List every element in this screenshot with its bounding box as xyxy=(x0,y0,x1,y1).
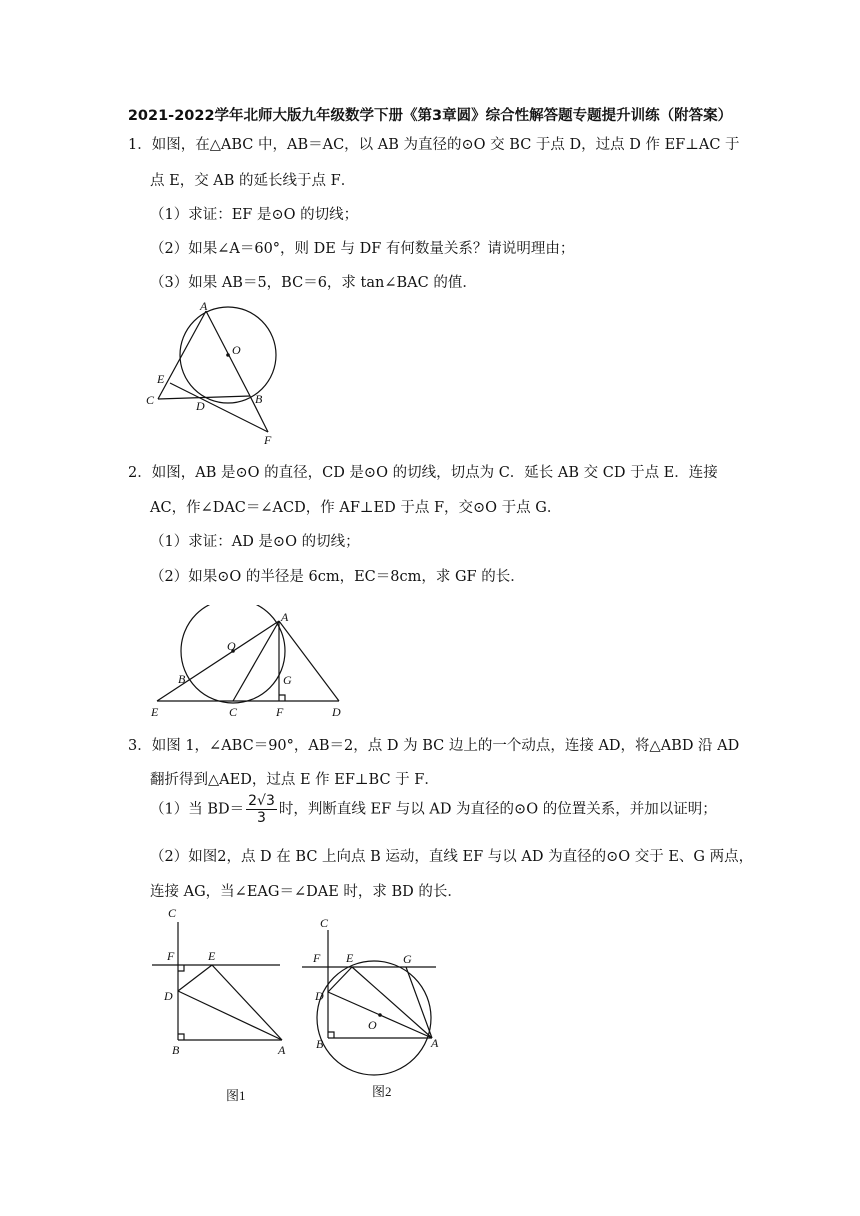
fig1-label-d: D xyxy=(164,989,173,1003)
q1-center-dot xyxy=(226,353,230,357)
q3-fraction-numerator: 2√3 xyxy=(248,793,275,809)
fig1-right-angle-b xyxy=(178,1034,184,1040)
q1-label-d: D xyxy=(196,399,205,413)
q2-line-ea xyxy=(157,621,279,701)
q1-label-b: B xyxy=(255,392,263,406)
q2-part2: （2）如果⊙O 的半径是 6cm，EC＝8cm，求 GF 的长． xyxy=(150,569,525,585)
fig2-right-angle-b xyxy=(328,1032,334,1038)
fig2-caption: 图2 xyxy=(372,1084,392,1099)
q3-figure1 xyxy=(150,902,290,1107)
fig1-line-ea xyxy=(212,965,282,1040)
fig2-line-ea xyxy=(352,967,432,1038)
q2-stem-line1: 2．如图，AB 是⊙O 的直径，CD 是⊙O 的切线，切点为 C．延长 AB 交 CD 于点 E．连接 xyxy=(128,465,718,481)
q2-label-b: B xyxy=(178,672,186,686)
fig1-line-da xyxy=(178,991,282,1040)
q3-stem-line1: 3．如图 1，∠ABC＝90°，AB＝2，点 D 为 BC 边上的一个动点，连接 AD，将△ABD 沿 AD xyxy=(128,738,740,754)
fig2-line-ga xyxy=(406,967,432,1038)
q1-part3: （3）如果 AB＝5，BC＝6，求 tan∠BAC 的值． xyxy=(150,275,477,291)
q3-part1 xyxy=(150,793,717,826)
q3-part1-prefix: （1）当 BD＝ xyxy=(150,801,245,818)
q1-line-ef xyxy=(170,383,268,432)
fig1-right-angle-f xyxy=(178,965,184,971)
q1-label-o: O xyxy=(232,343,241,357)
q1-part1: （1）求证：EF 是⊙O 的切线； xyxy=(150,207,359,223)
q1-side-ac xyxy=(158,311,206,399)
q3-figure2 xyxy=(300,912,445,1107)
q1-stem-line2: 点 E，交 AB 的延长线于点 F． xyxy=(150,173,356,189)
fig1-caption: 图1 xyxy=(226,1088,246,1103)
q1-label-c: C xyxy=(146,393,155,407)
fig2-label-a: A xyxy=(431,1036,439,1050)
q1-stem-line1: 1．如图，在△ABC 中，AB＝AC，以 AB 为直径的⊙O 交 BC 于点 D，过点 D 作 EF⊥AC 于 xyxy=(128,137,740,153)
fig2-label-d: D xyxy=(315,989,324,1003)
q2-label-g: G xyxy=(283,673,292,687)
q3-fraction xyxy=(246,793,277,826)
q2-label-c: C xyxy=(229,705,238,719)
fig2-label-f: F xyxy=(313,951,321,965)
q2-circle-o xyxy=(181,605,285,703)
fig2-label-g: G xyxy=(403,952,412,966)
fig2-label-b: B xyxy=(316,1037,324,1051)
q2-part1: （1）求证：AD 是⊙O 的切线； xyxy=(150,534,360,550)
q1-label-f: F xyxy=(264,433,272,447)
q3-part2-line2: 连接 AG，当∠EAG＝∠DAE 时，求 BD 的长． xyxy=(150,884,462,900)
q3-stem-line2: 翻折得到△AED，过点 E 作 EF⊥BC 于 F． xyxy=(150,772,439,788)
q3-part1-suffix: 时，判断直线 EF 与以 AD 为直径的⊙O 的位置关系，并加以证明； xyxy=(278,801,717,818)
q2-label-e: E xyxy=(151,705,159,719)
fig1-label-e: E xyxy=(208,949,216,963)
fig2-label-o: O xyxy=(368,1018,377,1032)
q1-label-e: E xyxy=(157,372,165,386)
q2-label-f: F xyxy=(276,705,284,719)
fig1-label-b: B xyxy=(172,1043,180,1057)
q2-label-a: A xyxy=(281,610,289,624)
q2-label-o: O xyxy=(227,639,236,653)
fig1-line-de xyxy=(178,965,212,991)
fig2-center-dot xyxy=(378,1013,382,1017)
q2-line-ac xyxy=(233,621,279,701)
q3-fraction-denominator: 3 xyxy=(257,810,266,826)
q1-figure xyxy=(140,298,290,450)
q2-right-angle-mark xyxy=(279,695,285,701)
q1-part2: （2）如果∠A＝60°，则 DE 与 DF 有何数量关系？请说明理由； xyxy=(150,241,575,257)
document-title: 2021-2022学年北师大版九年级数学下册《第3章圆》综合性解答题专题提升训练（附答案） xyxy=(127,108,733,124)
fig2-label-c: C xyxy=(320,916,329,930)
fig1-label-f: F xyxy=(167,949,175,963)
fig1-label-c: C xyxy=(168,906,177,920)
fig1-label-a: A xyxy=(278,1043,286,1057)
q1-label-a: A xyxy=(200,299,208,313)
q2-label-d: D xyxy=(332,705,341,719)
q3-part2-line1: （2）如图2，点 D 在 BC 上向点 B 运动，直线 EF 与以 AD 为直径的⊙O 交于 E、G 两点， xyxy=(150,849,754,865)
q2-line-ad xyxy=(279,621,339,701)
q2-stem-line2: AC，作∠DAC＝∠ACD，作 AF⊥ED 于点 F，交⊙O 于点 G． xyxy=(150,500,562,516)
fig2-label-e: E xyxy=(346,951,354,965)
q2-figure xyxy=(143,605,358,723)
